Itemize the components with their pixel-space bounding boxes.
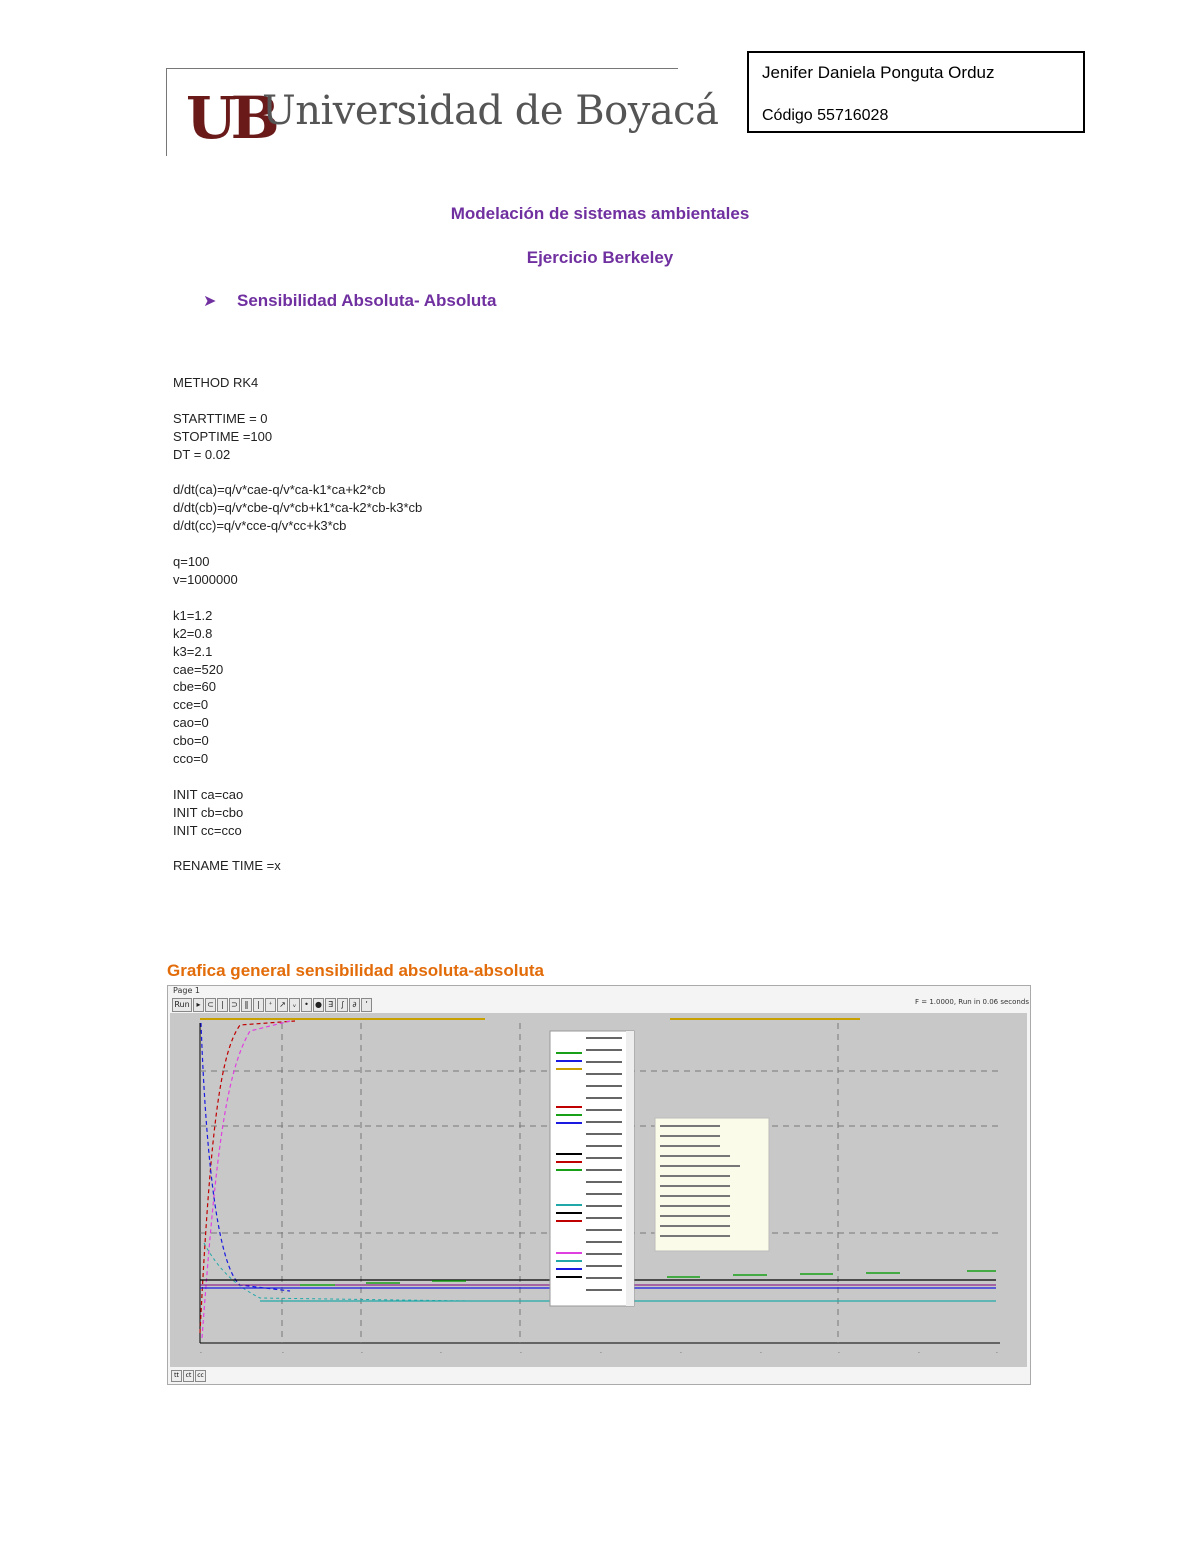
exercise-title: Ejercicio Berkeley — [526, 248, 674, 267]
code-line: d/dt(ca)=q/v*cae-q/v*ca-k1*ca+k2*cb — [173, 482, 386, 498]
series-dashes — [300, 1271, 996, 1285]
series-curve — [202, 1021, 290, 1338]
svg-text:·: · — [600, 1350, 602, 1357]
toolbar-button[interactable]: ∃ — [325, 998, 336, 1012]
toolbar-button[interactable]: ↗ — [277, 998, 288, 1012]
code-line — [173, 840, 422, 858]
toolbar-button[interactable]: | — [253, 998, 264, 1012]
code-line: cce=0 — [173, 697, 209, 713]
author-name: Jenifer Daniela Ponguta Orduz — [762, 63, 995, 82]
code-line: RENAME TIME =x — [173, 858, 281, 874]
code-line: cbo=0 — [173, 733, 209, 749]
model-code — [173, 374, 422, 875]
status-text: F = 1.0000, Run in 0.06 seconds — [915, 998, 1029, 1006]
code-line: d/dt(cc)=q/v*cce-q/v*cc+k3*cb — [173, 518, 347, 534]
svg-text:·: · — [838, 1350, 840, 1357]
code-line: DT = 0.02 — [173, 446, 231, 462]
bottom-tab[interactable]: cc — [195, 1370, 206, 1382]
svg-text:·: · — [520, 1350, 522, 1357]
code-line — [173, 535, 422, 553]
toolbar-button[interactable]: ▸ — [193, 998, 204, 1012]
simulation-plot — [170, 1013, 1027, 1367]
toolbar-button[interactable]: ⊃ — [229, 998, 240, 1012]
svg-text:·: · — [996, 1350, 998, 1357]
section-title: Grafica general sensibilidad absoluta-absoluta — [167, 961, 544, 980]
code-line — [173, 589, 422, 607]
toolbar-button[interactable]: ‖ — [241, 998, 252, 1012]
series-curve — [201, 1023, 290, 1291]
logo-border-top — [166, 68, 678, 69]
course-title: Modelación de sistemas ambientales — [450, 204, 750, 223]
tick-marks — [200, 1350, 998, 1357]
code-line: INIT cb=cbo — [173, 804, 244, 820]
svg-text:·: · — [200, 1350, 202, 1357]
parameter-panel — [655, 1118, 769, 1251]
svg-text:·: · — [282, 1350, 284, 1357]
toolbar-button[interactable]: ʼ — [361, 998, 372, 1012]
toolbar-button[interactable]: ⊂ — [205, 998, 216, 1012]
run-button[interactable]: Run — [172, 998, 192, 1012]
bottom-tab[interactable]: tt — [171, 1370, 182, 1382]
code-line: STARTTIME = 0 — [173, 410, 268, 426]
code-line: k1=1.2 — [173, 607, 213, 623]
author-code: Código 55716028 — [762, 107, 889, 124]
code-line: INIT ca=cao — [173, 786, 244, 802]
svg-text:·: · — [361, 1350, 363, 1357]
toolbar-button[interactable]: ⁺ — [265, 998, 276, 1012]
svg-text:·: · — [760, 1350, 762, 1357]
code-line: cao=0 — [173, 715, 209, 731]
university-logo-text: Universidad de Boyacá — [262, 88, 719, 134]
code-line: INIT cc=cco — [173, 822, 242, 838]
bullet-arrow-icon: ➤ — [203, 291, 217, 310]
toolbar-button[interactable]: • — [301, 998, 312, 1012]
code-line — [173, 768, 422, 786]
toolbar-button[interactable]: | — [217, 998, 228, 1012]
series-curve — [204, 1243, 470, 1301]
code-line: cbe=60 — [173, 679, 217, 695]
code-line: d/dt(cb)=q/v*cbe-q/v*cb+k1*ca-k2*cb-k3*cb — [173, 500, 423, 516]
bullet-heading: Sensibilidad Absoluta- Absoluta — [237, 291, 497, 310]
svg-text:·: · — [680, 1350, 682, 1357]
logo-border-left — [166, 68, 167, 156]
toolbar-button[interactable]: ● — [313, 998, 324, 1012]
code-line: k3=2.1 — [173, 643, 213, 659]
code-line — [173, 392, 422, 410]
code-line — [173, 464, 422, 482]
svg-text:·: · — [918, 1350, 920, 1357]
code-line: STOPTIME =100 — [173, 428, 273, 444]
code-line: cae=520 — [173, 661, 224, 677]
university-logo-monogram: UB — [186, 84, 274, 152]
code-line: METHOD RK4 — [173, 375, 259, 390]
svg-text:·: · — [440, 1350, 442, 1357]
toolbar-button[interactable]: ᵥ — [289, 998, 300, 1012]
toolbar-button[interactable]: ∂ — [349, 998, 360, 1012]
code-line: cco=0 — [173, 751, 209, 767]
window-title: Page 1 — [173, 986, 200, 995]
legend-panel — [550, 1031, 634, 1306]
code-line: v=1000000 — [173, 571, 238, 587]
toolbar-button[interactable]: ∫ — [337, 998, 348, 1012]
legend-scrollbar — [626, 1031, 634, 1306]
bottom-tab[interactable]: ct — [183, 1370, 194, 1382]
code-line: q=100 — [173, 554, 210, 570]
code-line: k2=0.8 — [173, 625, 213, 641]
